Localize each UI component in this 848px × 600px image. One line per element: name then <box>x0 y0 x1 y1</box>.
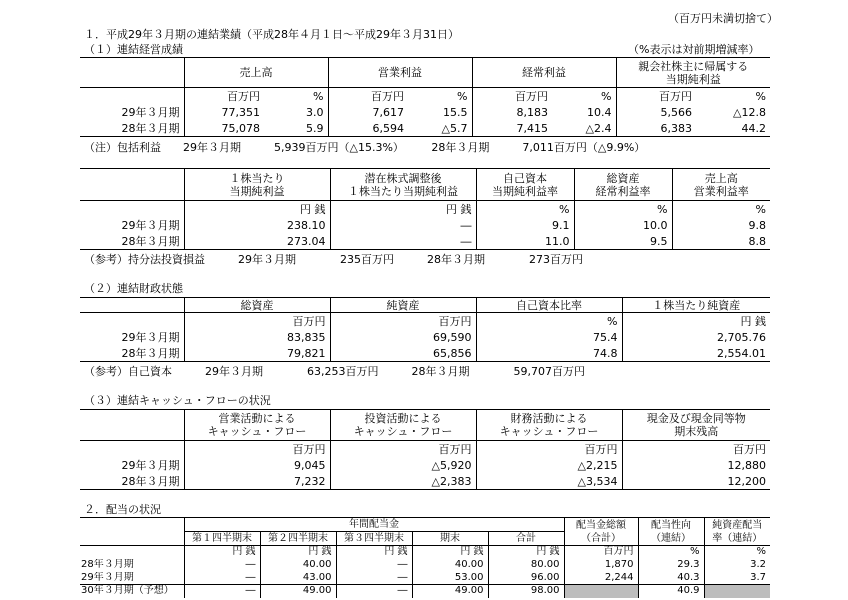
header-financing-cf: 財務活動による キャッシュ・フロー <box>476 410 622 441</box>
header-net-assets: 純資産 <box>330 298 476 313</box>
unit-cell: 百万円 <box>184 441 330 458</box>
table-cell: 7,415 <box>472 120 552 137</box>
table-cell: 75,078 <box>184 120 264 137</box>
row-label: 29年３月期 <box>121 331 180 344</box>
table-cell: 69,590 <box>330 329 476 345</box>
table-row <box>80 585 770 598</box>
table-cell: 9.1 <box>476 217 574 233</box>
unit-cell: 円 銭 <box>184 201 330 218</box>
table-row <box>80 120 770 137</box>
rounding-note: （百万円未満切捨て） <box>668 12 778 25</box>
table-cell: 1,870 <box>564 559 638 572</box>
table-cell: 2,244 <box>564 572 638 585</box>
row-label: 28年３月期 <box>121 475 180 488</box>
table-cell: ― <box>336 585 412 598</box>
table-cell: 10.0 <box>574 217 672 233</box>
table-cell: ― <box>184 572 260 585</box>
table-cell: ― <box>336 572 412 585</box>
unit-cell: 円 銭 <box>330 201 476 218</box>
unit-cell: 百万円 <box>184 313 330 330</box>
table-cell: 8,183 <box>472 104 552 120</box>
table-cell: △12.8 <box>733 105 766 119</box>
table-cell: △2.4 <box>585 121 612 135</box>
table-row <box>80 457 770 473</box>
header-total-dividend: 配当金総額 （合計） <box>564 518 638 546</box>
header-year-end: 期末 <box>412 532 488 546</box>
header-operating-margin: 売上高 営業利益率 <box>672 169 770 201</box>
subsection-cash-flows-title: （３）連結キャッシュ・フローの状況 <box>84 394 271 407</box>
comprehensive-income-note: （注）包括利益 29年３月期 5,939百万円（△15.3%） 28年３月期 7,011百万円（△9.9%） <box>84 141 646 154</box>
unit-cell: % <box>601 89 612 103</box>
unit-cell: 百万円 <box>184 88 264 105</box>
table-cell: ― <box>330 217 476 233</box>
table-cell: △2,383 <box>330 473 476 490</box>
table-row <box>80 559 770 572</box>
table-cell: 75.4 <box>476 329 622 345</box>
unit-cell: 百万円 <box>622 441 770 458</box>
percent-change-note: （%表示は対前期増減率） <box>628 43 760 56</box>
table-cell: 77,351 <box>184 104 264 120</box>
table-cell: 3.2 <box>704 559 770 572</box>
table-cell: 10.4 <box>587 105 612 119</box>
unit-cell: % <box>755 89 766 103</box>
header-total: 合計 <box>488 532 564 546</box>
header-ordinary-income: 経常利益 <box>472 58 616 88</box>
table-cell: △2,215 <box>476 457 622 473</box>
table-cell: 96.00 <box>488 572 564 585</box>
table-cell: 40.3 <box>638 572 704 585</box>
header-q3-end: 第３四半期末 <box>336 532 412 546</box>
table-cell: 3.0 <box>306 105 324 119</box>
header-doe: 純資産配当 率（連結） <box>704 518 770 546</box>
section-2-title: ２．配当の状況 <box>84 503 161 516</box>
table-cell: 6,594 <box>328 120 408 137</box>
header-operating-cf: 営業活動による キャッシュ・フロー <box>184 410 330 441</box>
table-cell: 49.00 <box>412 585 488 598</box>
unit-cell: % <box>672 201 770 218</box>
table-row <box>80 345 770 362</box>
unit-cell: 百万円 <box>476 441 622 458</box>
table-cell: 12,880 <box>622 457 770 473</box>
per-share-ratios-table <box>80 168 770 250</box>
table-cell: 15.5 <box>443 105 468 119</box>
unit-cell: 百万円 <box>330 313 476 330</box>
subsection-operating-results-title: （１）連結経営成績 <box>84 43 183 56</box>
header-roa: 総資産 経常利益率 <box>574 169 672 201</box>
table-cell: 74.8 <box>476 345 622 362</box>
table-cell: 44.2 <box>741 121 766 135</box>
unit-cell: 百万円 <box>330 441 476 458</box>
header-annual-dividend: 年間配当金 <box>184 518 564 532</box>
equity-capital-note: （参考）自己資本 29年３月期 63,253百万円 28年３月期 59,707百万円 <box>84 365 585 378</box>
table-cell: 98.00 <box>488 585 564 598</box>
table-cell: 7,232 <box>184 473 330 490</box>
row-label: 29年３月期 <box>121 459 180 472</box>
row-label: 29年３月期 <box>121 106 180 119</box>
table-row <box>80 217 770 233</box>
table-cell: 29.3 <box>638 559 704 572</box>
operating-results-table <box>80 57 770 137</box>
table-cell: 11.0 <box>476 233 574 250</box>
table-cell <box>704 585 770 598</box>
table-cell: 83,835 <box>184 329 330 345</box>
dividends-table <box>80 517 770 598</box>
table-cell: 49.00 <box>260 585 336 598</box>
table-row <box>80 329 770 345</box>
unit-cell: 円 銭 <box>184 546 260 559</box>
unit-cell: 円 銭 <box>488 546 564 559</box>
table-cell: 9.5 <box>574 233 672 250</box>
table-row <box>80 104 770 120</box>
table-cell: ― <box>184 559 260 572</box>
cash-flows-table <box>80 409 770 490</box>
table-cell: 7,617 <box>328 104 408 120</box>
header-investing-cf: 投資活動による キャッシュ・フロー <box>330 410 476 441</box>
header-q2-end: 第２四半期末 <box>260 532 336 546</box>
unit-cell: % <box>476 313 622 330</box>
equity-method-note: （参考）持分法投資損益 29年３月期 235百万円 28年３月期 273百万円 <box>84 253 583 266</box>
table-cell: 2,554.01 <box>622 345 770 362</box>
table-cell: 273.04 <box>184 233 330 250</box>
header-diluted-eps: 潜在株式調整後 １株当たり当期純利益 <box>330 169 476 201</box>
subsection-financial-position-title: （２）連結財政状態 <box>84 282 183 295</box>
unit-cell: % <box>638 546 704 559</box>
row-label: 28年３月期 <box>121 235 180 248</box>
table-cell: △5.7 <box>441 121 468 135</box>
table-cell: 80.00 <box>488 559 564 572</box>
table-cell: ― <box>330 233 476 250</box>
header-net-income-parent: 親会社株主に帰属する 当期純利益 <box>616 58 770 88</box>
table-cell: 3.7 <box>704 572 770 585</box>
unit-cell: 百万円 <box>616 88 696 105</box>
header-operating-income: 営業利益 <box>328 58 472 88</box>
row-label: 29年３月期 <box>121 219 180 232</box>
row-label: 28年３月期 <box>121 122 180 135</box>
table-cell: 2,705.76 <box>622 329 770 345</box>
unit-cell: % <box>476 201 574 218</box>
unit-cell: 円 銭 <box>622 313 770 330</box>
table-cell: △3,534 <box>476 473 622 490</box>
unit-cell: 円 銭 <box>336 546 412 559</box>
table-cell: ― <box>336 559 412 572</box>
row-label: 30年３月期（予想） <box>81 585 174 597</box>
table-cell: 9,045 <box>184 457 330 473</box>
unit-cell: 百万円 <box>328 88 408 105</box>
row-label: 28年３月期 <box>81 559 134 570</box>
header-eps: １株当たり 当期純利益 <box>184 169 330 201</box>
table-row <box>80 572 770 585</box>
table-cell: 9.8 <box>672 217 770 233</box>
financial-position-table <box>80 297 770 362</box>
row-label: 28年３月期 <box>121 347 180 360</box>
header-total-assets: 総資産 <box>184 298 330 313</box>
unit-cell: % <box>704 546 770 559</box>
header-cash-balance: 現金及び現金同等物 期末残高 <box>622 410 770 441</box>
table-cell <box>564 585 638 598</box>
unit-cell: % <box>457 89 468 103</box>
header-q1-end: 第１四半期末 <box>184 532 260 546</box>
table-cell: 5.9 <box>306 121 324 135</box>
unit-cell: % <box>574 201 672 218</box>
table-cell: 40.9 <box>638 585 704 598</box>
table-cell: 12,200 <box>622 473 770 490</box>
unit-cell: 円 銭 <box>412 546 488 559</box>
table-cell: ― <box>184 585 260 598</box>
table-row <box>80 233 770 250</box>
table-cell: 8.8 <box>672 233 770 250</box>
row-label: 29年３月期 <box>81 571 134 583</box>
table-row <box>80 473 770 490</box>
table-cell: 5,566 <box>616 104 696 120</box>
table-cell: 79,821 <box>184 345 330 362</box>
table-cell: 6,383 <box>616 120 696 137</box>
header-roe: 自己資本 当期純利益率 <box>476 169 574 201</box>
table-cell: △5,920 <box>330 457 476 473</box>
section-1-title: １．平成29年３月期の連結業績（平成28年４月１日～平成29年３月31日） <box>84 28 459 41</box>
header-payout-ratio: 配当性向 （連結） <box>638 518 704 546</box>
unit-cell: 円 銭 <box>260 546 336 559</box>
table-cell: 65,856 <box>330 345 476 362</box>
header-equity-ratio: 自己資本比率 <box>476 298 622 313</box>
table-cell: 53.00 <box>412 572 488 585</box>
table-cell: 238.10 <box>184 217 330 233</box>
unit-cell: % <box>313 89 324 103</box>
header-bps: １株当たり純資産 <box>622 298 770 313</box>
unit-cell: 百万円 <box>564 546 638 559</box>
table-cell: 43.00 <box>260 572 336 585</box>
table-cell: 40.00 <box>260 559 336 572</box>
unit-cell: 百万円 <box>472 88 552 105</box>
header-net-sales: 売上高 <box>184 58 328 88</box>
table-cell: 40.00 <box>412 559 488 572</box>
